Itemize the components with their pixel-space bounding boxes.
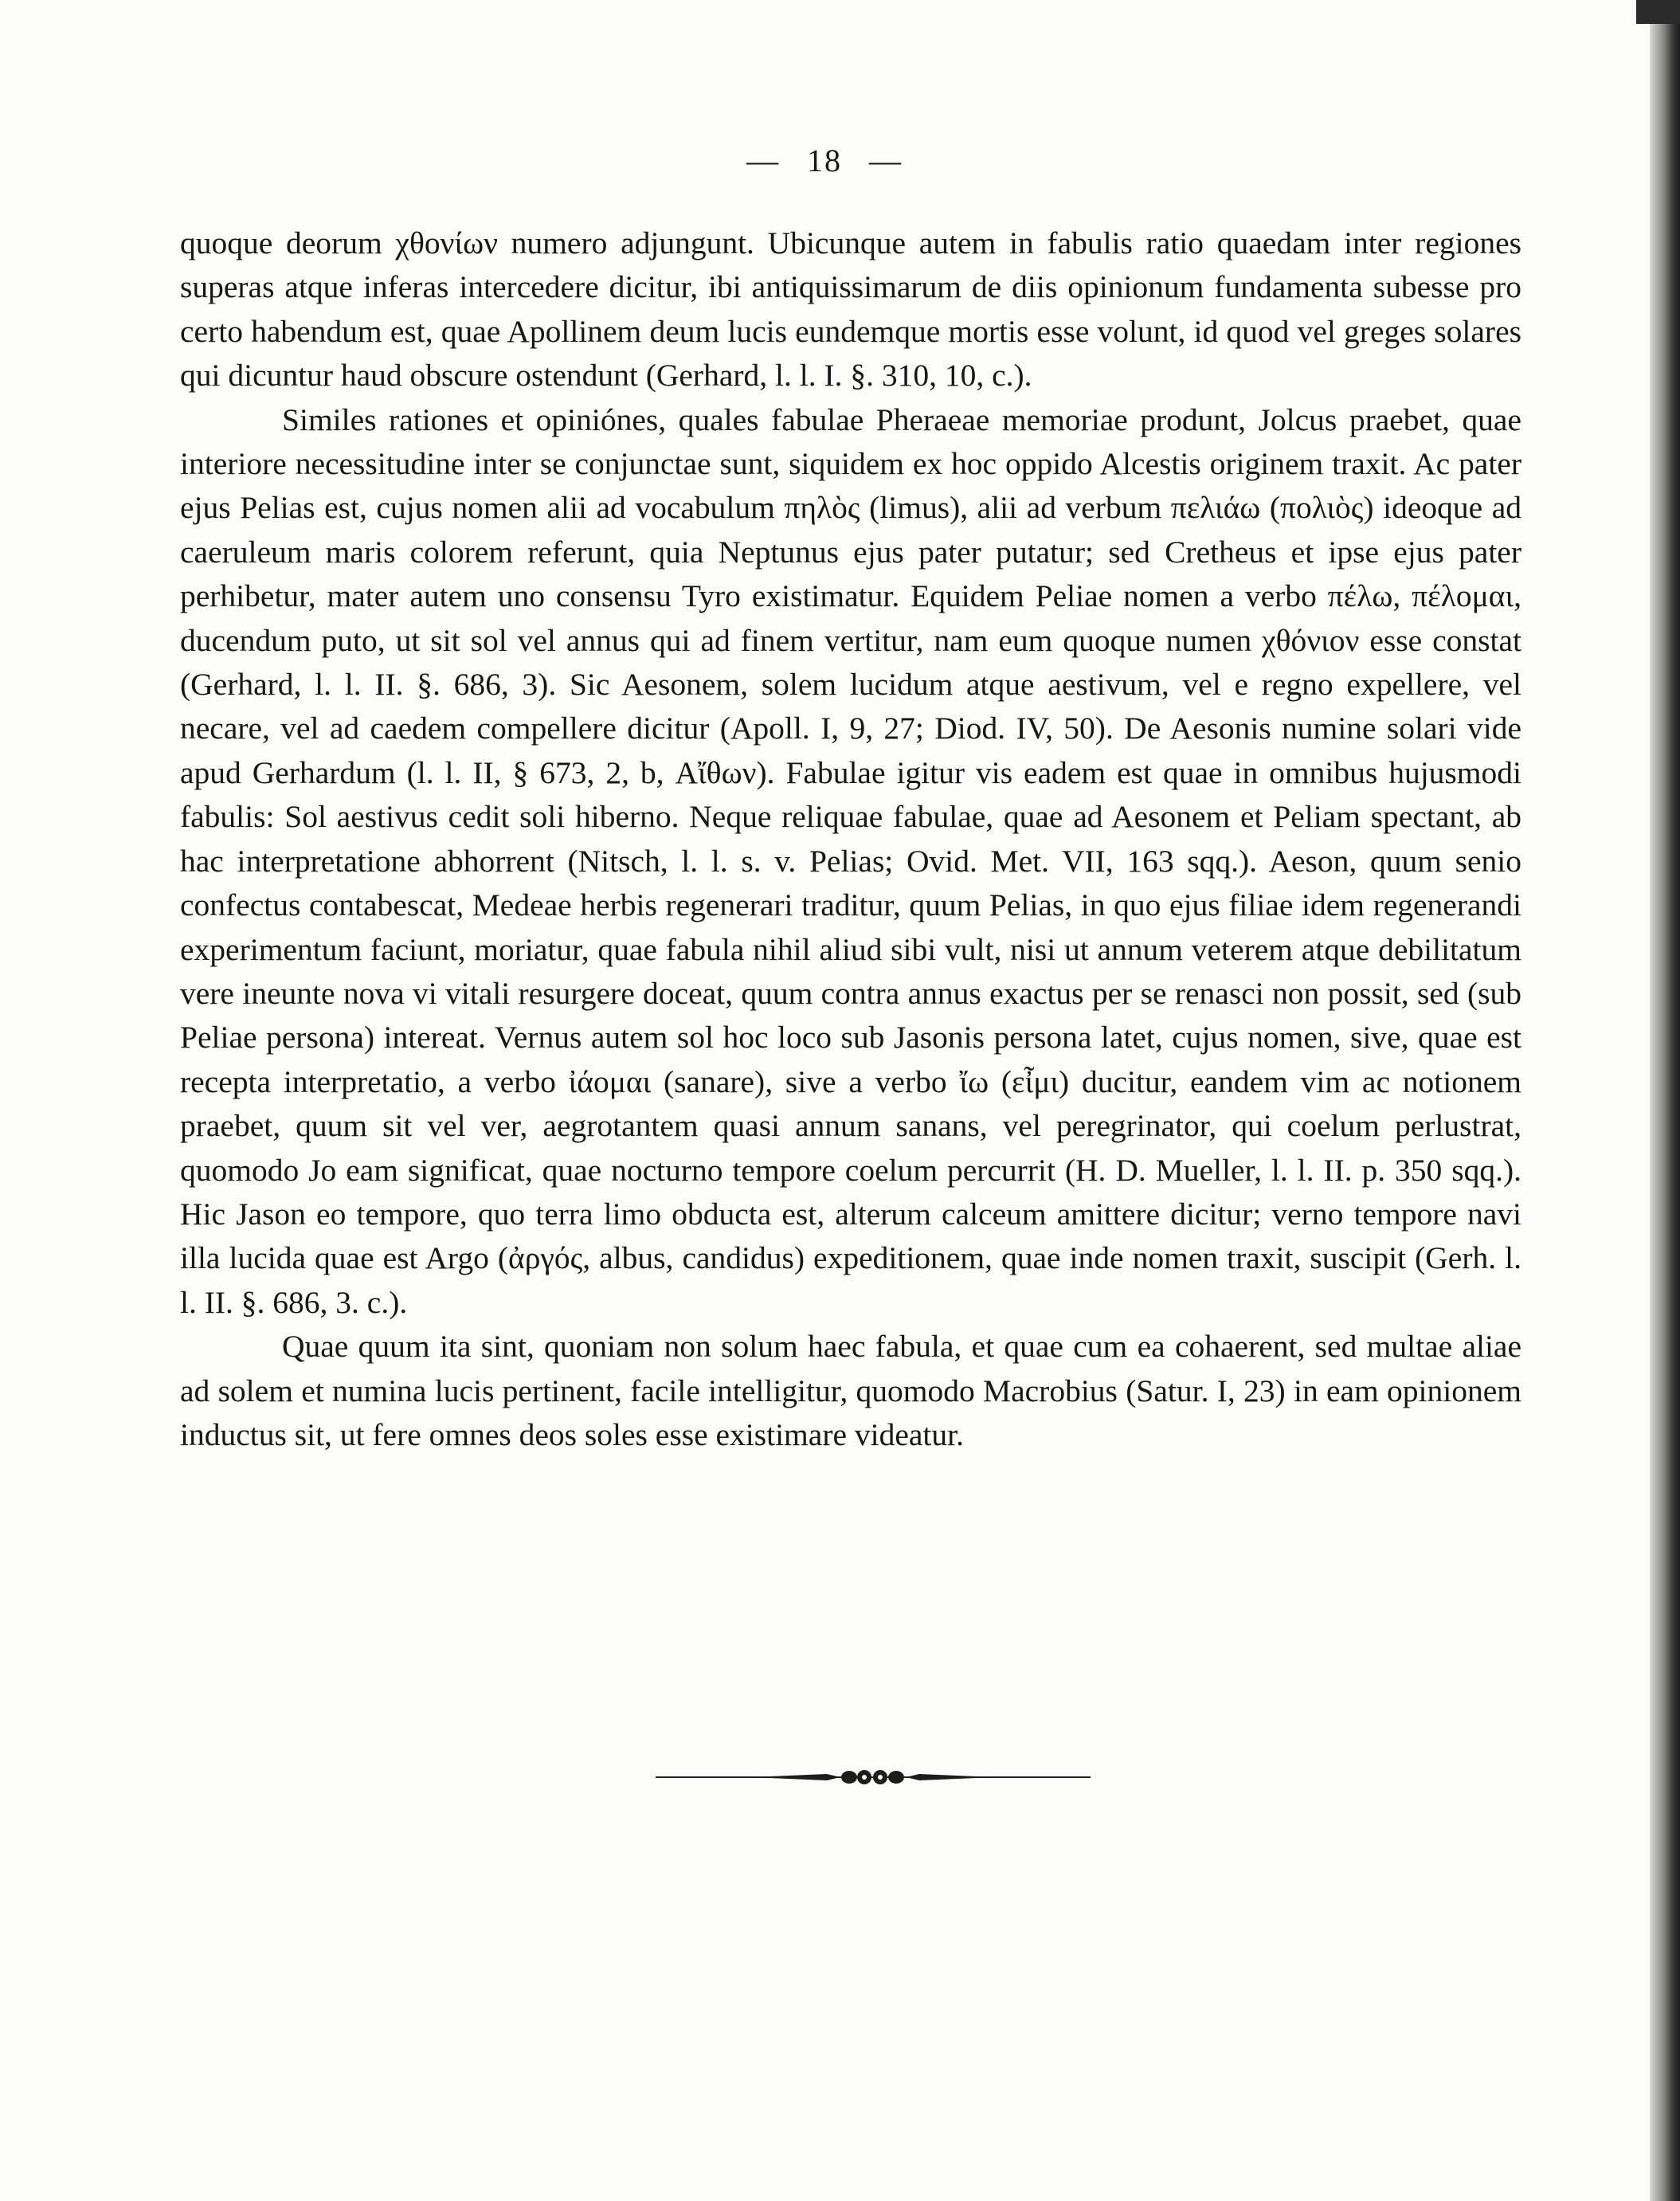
header-dash-right: — <box>869 143 903 178</box>
paragraph-1: quoque deorum χθονίων numero adjungunt. Ubicunque autem in fabulis ratio quaedam inter regiones superas atque inferas intercedere dicitur, ibi antiquissimarum de diis opinionum fundamenta subesse pro certo habendum est, quae Apollinem deum lucis eundemque mortis esse volunt, id quod vel greges solares qui dicuntur haud obscure ostendunt (Gerhard, l. l. I. §. 310, 10, c.). <box>180 225 1521 394</box>
page-number: 18 <box>807 143 842 178</box>
page-edge-shadow <box>1650 0 1680 2201</box>
paragraph-3: Quae quum ita sint, quoniam non solum haec fabula, et quae cum ea cohaerent, sed multae aliae ad solem et numina lucis pertinent, facile intelligitur, quomodo Macrobius (Satur. I, 23) in eam opinionem inductus sit, ut fere omnes deos soles esse existimare videatur. <box>180 1329 1521 1452</box>
page-corner-shadow <box>1636 0 1680 24</box>
paragraph-2: Similes rationes et opiniónes, quales fabulae Pheraeae memoriae produnt, Jolcus praebet, quae interiore necessitudine inter se conjunctae sunt, siquidem ex hoc oppido Alcestis originem traxit. Ac pater ejus Pelias est, cujus nomen alii ad vocabulum πηλὸς (limus), alii ad verbum πελιάω (πολιὸς) ideoque ad caeruleum maris colorem referunt, quia Neptunus ejus pater putatur; sed Cretheus et ipse ejus pater perhibetur, mater autem uno consensu Tyro existimatur. Equidem Peliae nomen a verbo πέλω, πέλομαι, ducendum puto, ut sit sol vel annus qui ad finem vertitur, nam eum quoque numen χθόνιον esse constat (Gerhard, l. l. II. §. 686, 3). Sic Aesonem, solem lucidum atque aestivum, vel e regno expellere, vel necare, vel ad caedem compellere dicitur (Apoll. I, 9, 27; Diod. IV, 50). De Aesonis numine solari vide apud Gerhardum (l. l. II, § 673, 2, b, Αἴθων). Fabulae igitur vis eadem est quae in omnibus hujusmodi fabulis: Sol aestivus cedit soli hiberno. Neque reliquae fabulae, quae ad Aesonem et Peliam spectant, ab hac interpretatione abhorrent (Nitsch, l. l. s. v. Pelias; Ovid. Met. VII, 163 sqq.). Aeson, quum senio confectus contabescat, Medeae herbis regenerari traditur, quum Pelias, in quo ejus filiae idem regenerandi experimentum faciunt, moriatur, quae fabula nihil aliud sibi vult, nisi ut annum veterem atque debilitatum vere ineunte nova vi vitali resurgere doceat, quum contra annus exactus per se renasci non possit, sed (sub Peliae persona) intereat. Vernus autem sol hoc loco sub Jasonis persona latet, cujus nomen, sive, quae est recepta interpretatio, a verbo ἰάομαι (sanare), sive a verbo ἴω (εἶμι) ducitur, eandem vim ac notionem praebet, quum sit vel ver, aegrotantem quasi annum sanans, vel peregrinator, qui coelum perlustrat, quomodo Jo eam significat, quae nocturno tempore coelum percurrit (H. D. Mueller, l. l. II. p. 350 sqq.). Hic Jason eo tempore, quo terra limo obducta est, alterum calceum amittere dicitur; verno tempore navi illa lucida quae est Argo (ἀργός, albus, candidus) expeditionem, quae inde nomen traxit, suscipit (Gerh. l. l. II. §. 686, 3. c.). <box>180 401 1521 1320</box>
header-dash-left: — <box>746 143 780 178</box>
body-text <box>180 221 1521 1457</box>
end-ornament <box>656 1765 1091 1789</box>
page-header <box>0 142 1649 179</box>
